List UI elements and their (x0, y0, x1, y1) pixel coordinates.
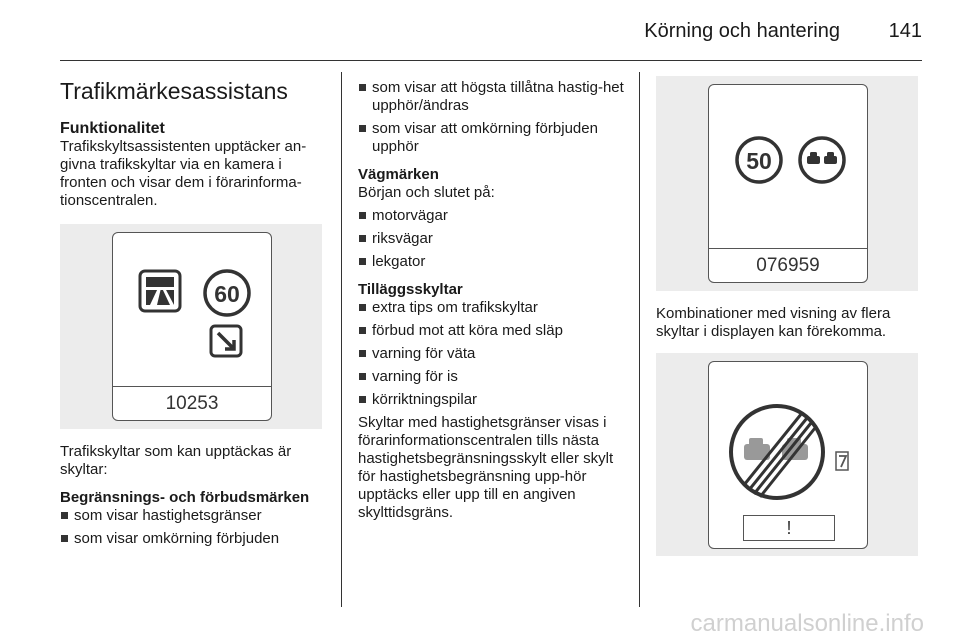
figure-motorway-60 (60, 224, 322, 429)
no-overtaking-sign-icon (800, 138, 844, 182)
list-item: som visar omkörning förbjuden (60, 530, 328, 548)
restriction-signs-heading: Begränsnings- och förbudsmärken (60, 489, 310, 506)
section-title: Trafikmärkesassistans (60, 78, 288, 104)
list-item: motorvägar (358, 207, 626, 225)
subhead-funktionalitet: Funktionalitet (60, 120, 165, 137)
column-divider-1 (341, 72, 342, 607)
list-item: riksvägar (358, 230, 626, 248)
speed-limit-sign (205, 271, 249, 315)
additional-signs-heading: Tilläggsskyltar (358, 281, 463, 298)
header-rule (60, 60, 922, 61)
direction-arrow-icon (211, 326, 241, 356)
list-item: körriktningspilar (358, 391, 626, 409)
sign-graphics (113, 233, 271, 383)
supplementary-sign: ! (743, 515, 835, 541)
list-item: extra tips om trafikskyltar (358, 299, 626, 317)
restriction-list (60, 507, 328, 548)
figure-speed-50-no-overtaking (656, 76, 918, 291)
list-item: varning för väta (358, 345, 626, 363)
road-signs-list (358, 207, 626, 271)
motorway-sign-icon (140, 271, 180, 311)
list-item: som visar att omkörning förbjuden upphör (358, 120, 626, 156)
list-item: som visar att högsta tillåtna hastig-het upphör/ändras (358, 79, 626, 115)
column-2 (358, 79, 626, 522)
restriction-list-continued (358, 79, 626, 156)
list-item: lekgator (358, 253, 626, 271)
odometer-readout: 10253 (113, 386, 271, 420)
page-header-title: Körning och hantering (644, 20, 840, 42)
column-1 (60, 70, 328, 553)
detectable-signs-text: Trafikskyltar som kan upptäckas är skyltar: (60, 443, 292, 478)
closing-paragraph: Skyltar med hastighetsgränser visas i förarinformationscentralen tills nästa hastighetsbegränsningsskylt eller skylt för hastighetsbegränsning upp-hör upptäcks eller upp till en angiven skylttidsgräns. (358, 414, 614, 521)
display-panel (708, 84, 868, 283)
display-panel (112, 232, 272, 421)
column-3 (656, 72, 924, 570)
list-item: som visar hastighetsgränser (60, 507, 328, 525)
road-signs-intro: Början och slutet på: (358, 184, 495, 201)
road-signs-heading: Vägmärken (358, 166, 439, 183)
page-number: 141 (888, 20, 922, 42)
end-of-no-overtaking-sign-icon (731, 406, 823, 498)
sign-graphics (709, 85, 867, 245)
speed-limit-value: 60 (214, 281, 240, 307)
list-item: förbud mot att köra med släp (358, 322, 626, 340)
speed-limit-value: 50 (746, 148, 772, 174)
speed-limit-sign (737, 138, 781, 182)
intro-paragraph: Trafikskyltsassistenten upptäcker an-givna trafikskyltar via en kamera i fronten och visar dem i förarinforma-tionscentralen. (60, 138, 307, 209)
display-panel (708, 361, 868, 549)
watermark: carmanualsonline.info (690, 610, 924, 637)
figure-caption: Kombinationer med visning av flera skyltar i displayen kan förekomma. (656, 305, 891, 340)
list-item: varning för is (358, 368, 626, 386)
additional-signs-list (358, 299, 626, 409)
column-divider-2 (639, 72, 640, 607)
sign-seven-icon (836, 452, 848, 470)
figure-end-of-no-overtaking (656, 353, 918, 556)
odometer-readout: 076959 (709, 248, 867, 282)
